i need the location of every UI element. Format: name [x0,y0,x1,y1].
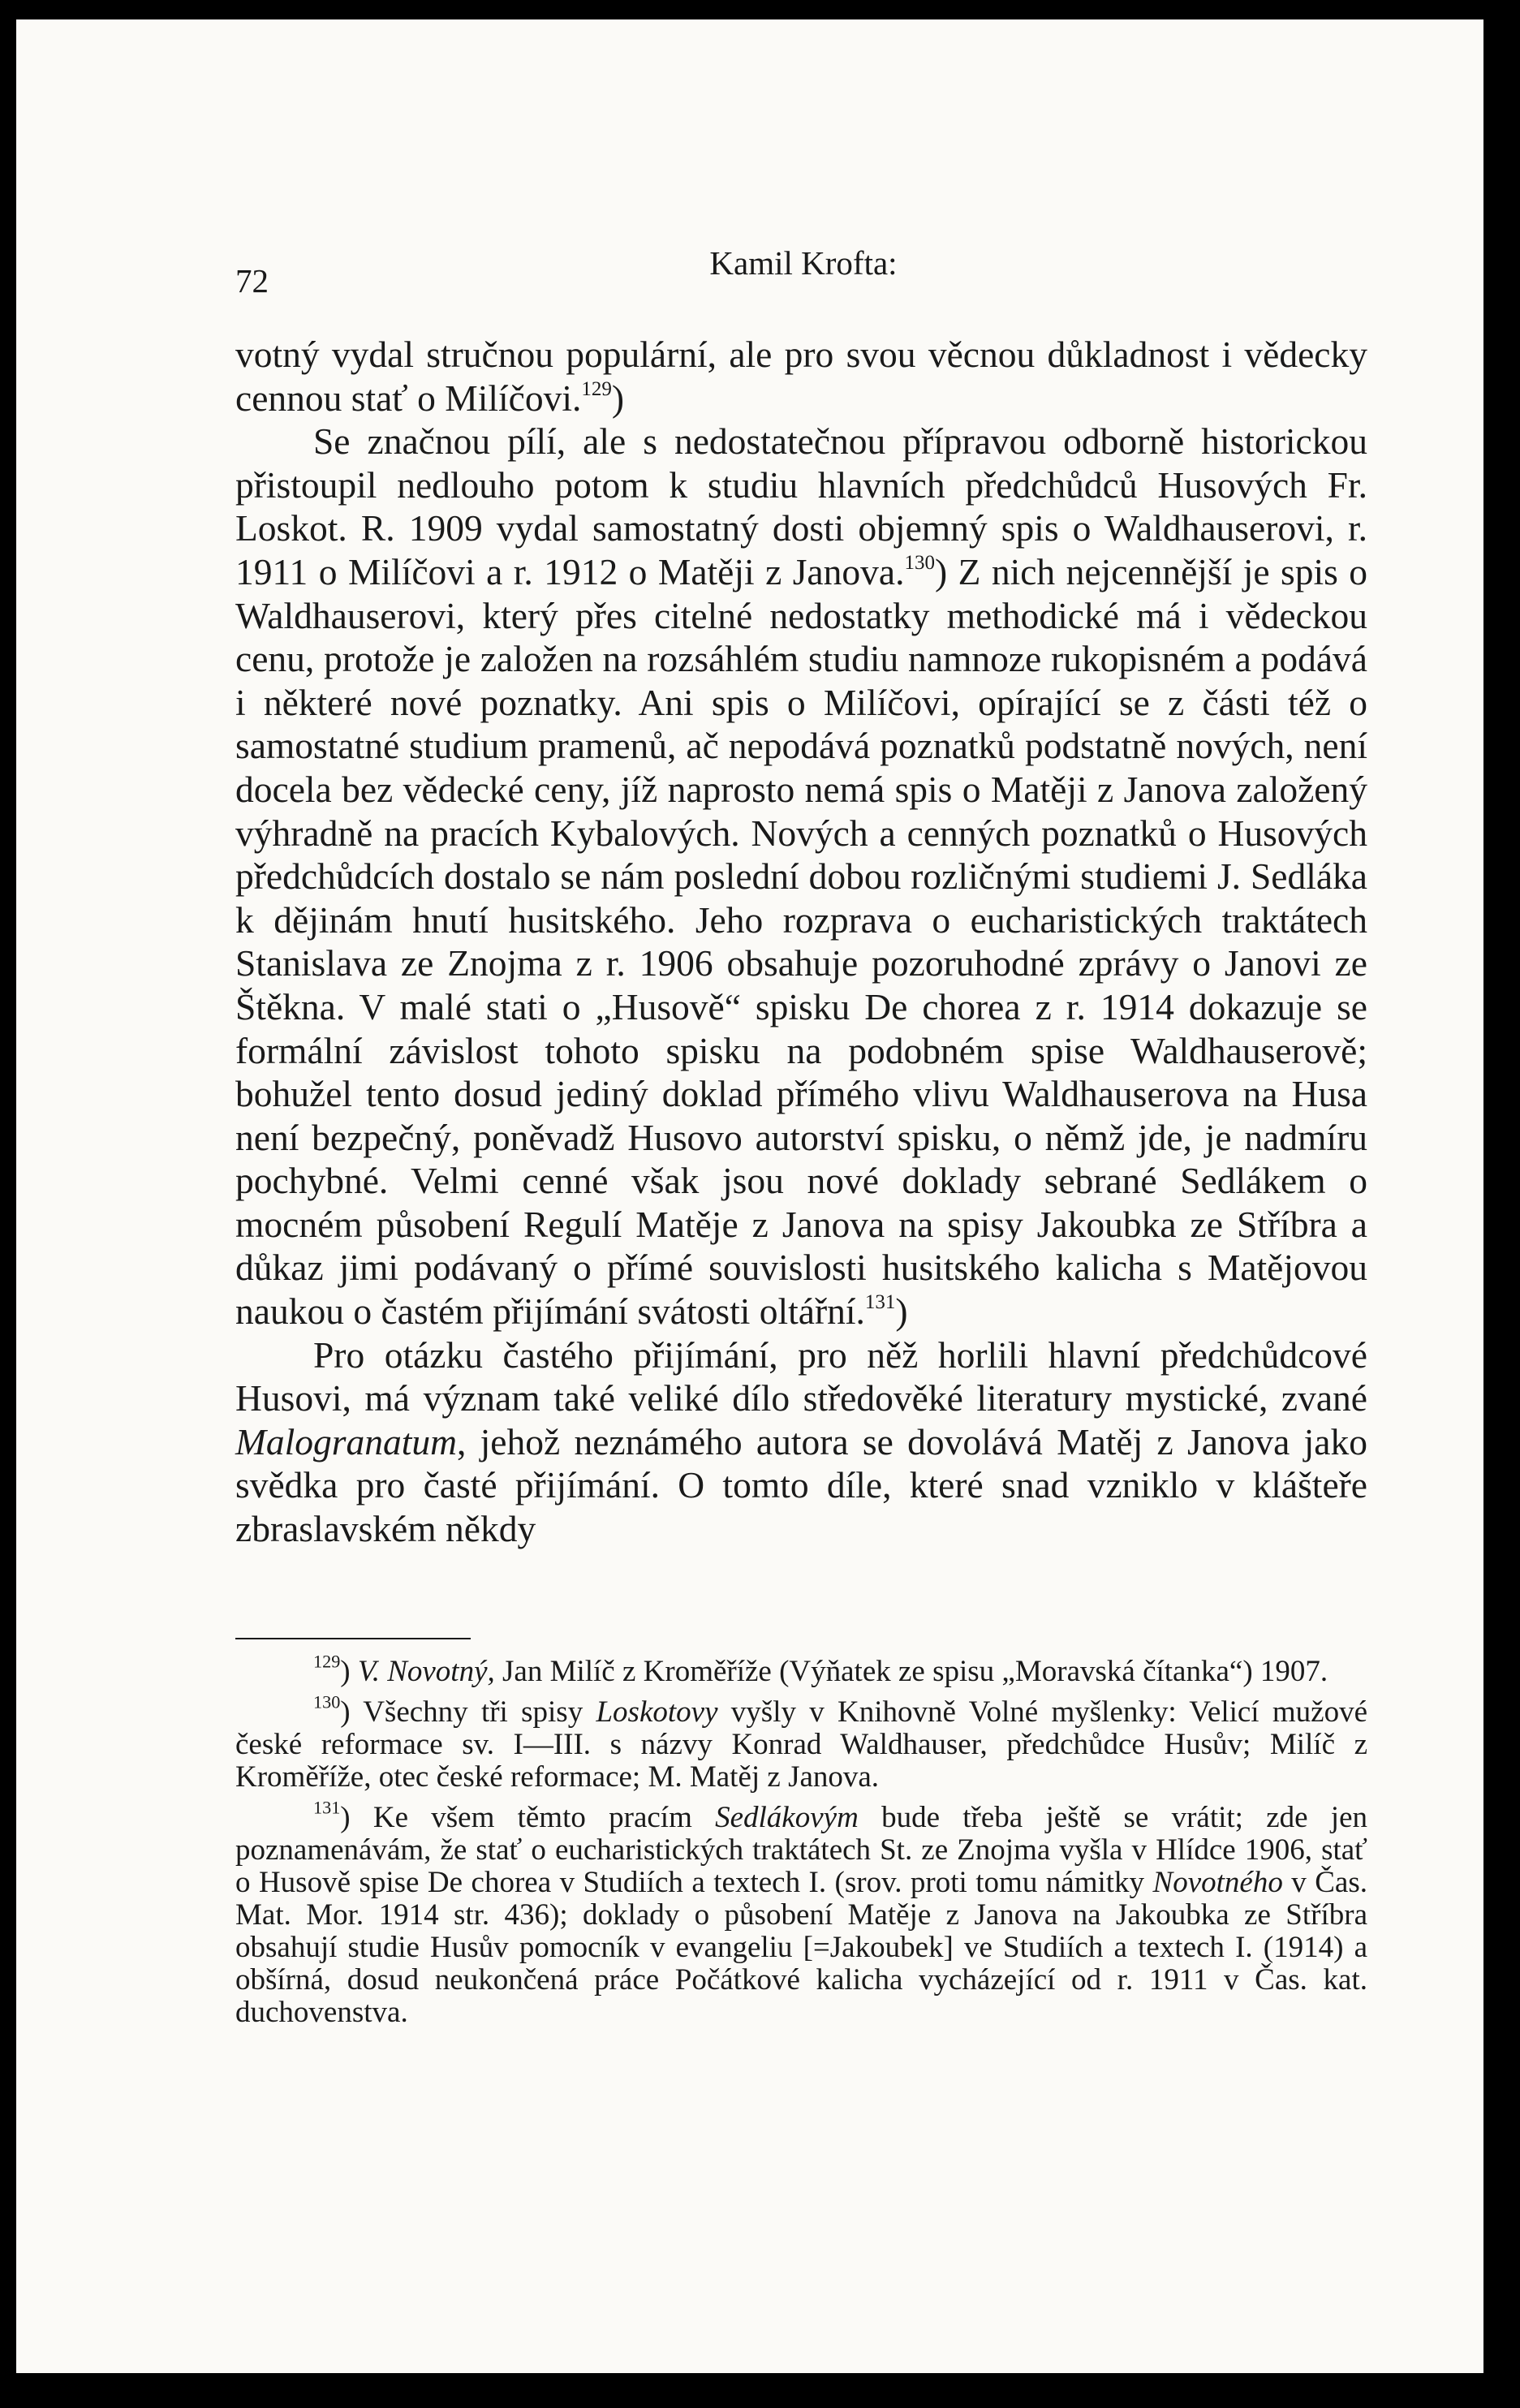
footnotes [235,1651,1368,2037]
paragraph-3-text-a: Pro otázku častého přijímání, pro něž horlili hlavní předchůdcové Husovi, má význam také veliké dílo středověké literatury mystické, zvané [235,1333,1367,1419]
paragraph-1-end: ) [611,377,625,419]
footnote-mark-129: 129 [313,1651,341,1672]
footnote-131-author: Sedlákovým [715,1801,859,1834]
main-text [235,333,1367,1551]
footnote-131-text-c: v Čas. Mat. Mor. 1914 str. 436); doklady o působení Matěje z Janova na Jakoubka ze Stříbra obsahují studie Husův pomocník v evangeliu [=Jakoubek] ve Studiích a textech I. (1914) a obšírná, dosud neukončená práce Počátkové kalicha vycházející od r. 1911 v Čas. kat. duchovenstva. [235,1866,1368,2029]
page-header [235,243,1371,300]
paragraph-2-text-a: Se značnou pílí, ale s nedostatečnou přípravou odborně historickou přistoupil nedlouho potom k studiu hlavních předchůdců Husových Fr. Loskot. R. 1909 vydal samostatný dosti objemný spis o Waldhauserovi, r. 1911 o Milíčovi a r. 1912 o Matěji z Janova. [235,420,1367,592]
footnote-131-author-2: Novotného [1152,1866,1283,1899]
footnote-ref-130: 130 [904,552,935,575]
paragraph-3 [235,1333,1367,1551]
footnote-mark-131: 131 [313,1797,341,1818]
footnote-ref-131: 131 [864,1291,896,1314]
footnote-129-author: V. Novotný, [357,1655,495,1688]
paragraph-2 [235,420,1367,1333]
paragraph-3-text-b: , jehož neznámého autora se dovolává Matěj z Janova jako svědka pro časté přijímání. O tomto díle, které snad vzniklo v klášteře zbraslavském někdy [235,1420,1367,1550]
footnote-129: $^{129}$) V. Novotný, Jan Milíč z Kroměříže (Výňatek ze spisu „Moravská čítanka“) 1907. [313,1651,1328,1688]
paragraph-1 [235,333,1367,420]
footnote-131-text-a: ) Ke všem těmto pracím [340,1801,716,1834]
footnote-129-text: Jan Milíč z Kroměříže (Výňatek ze spisu „Moravská čítanka“) 1907. [494,1655,1328,1688]
paragraph-1-text: votný vydal stručnou populární, ale pro svou věcnou důkladnost i vědecky cennou stať o Milíčovi. [235,334,1367,419]
footnote-130-author: Loskotovy [596,1695,718,1729]
footnote-mark-130: 130 [313,1691,341,1712]
footnote-ref-129: 129 [581,377,612,400]
paragraph-2-end: ) [895,1290,908,1333]
footnote-divider [235,1638,471,1639]
footnote-130-text-a: ) Všechny tři spisy [340,1695,596,1729]
paragraph-2-text-b: ) Z nich nejcennější je spis o Waldhauserovi, který přes citelné nedostatky methodické má i vědeckou cenu, protože je založen na rozsáhlém studiu namnoze rukopisném a podává i některé nové poznatky. Ani spis o Milíčovi, opírající se z části též o samostatné studium pramenů, ač nepodává poznatků podstatně nových, není docela bez vědecké ceny, jíž naprosto nemá spis o Matěji z Janova založený výhradně na pracích Kybalových. Nových a cenných poznatků o Husových předchůdcích dostalo se nám poslední dobou rozličnými studiemi J. Sedláka k dějinám hnutí husitského. Jeho rozprava o eucharistických traktátech Stanislava ze Znojma z r. 1906 obsahuje pozoruhodné zprávy o Janovi ze Štěkna. V malé stati o „Husově“ spisku De chorea z r. 1914 dokazuje se formální závislost tohoto spisku na podobném spise Waldhauserově; bohužel tento dosud jediný doklad přímého vlivu Waldhauserova na Husa není bezpečný, poněvadž Husovo autorství spisku, o němž jde, je nadmíru pochybné. Velmi cenné však jsou nové doklady sebrané Sedlákem o mocném působení Regulí Matěje z Janova na spisy Jakoubka ze Stříbra a důkaz jimi podávaný o přímé souvislosti husitského kalicha s Matějovou naukou o častém přijímání svátosti oltářní. [235,550,1367,1333]
footnote-130-text-b: vyšly v Knihovně Volné myšlenky: Velicí mužové české reformace sv. I—III. s názvy Konrad Waldhauser, předchůdce Husův; Milíč z Kroměříže, otec české reformace; M. Matěj z Janova. [235,1695,1367,1794]
work-title-malogranatum: Malogranatum [235,1420,457,1462]
footnote-131-text-b: bude třeba ještě se vrátit; zde jen poznamenávám, že stať o eucharistických traktátech St. ze Znojma vyšla v Hlídce 1906, stať o Husově spise De chorea v Studiích a textech I. (srov. proti tomu námitky [235,1801,1367,1899]
footnote-130 [235,1691,1367,1794]
footnote-131 [235,1797,1368,2029]
running-title: Kamil Krofta: [709,244,898,282]
page-number: 72 [235,262,269,299]
